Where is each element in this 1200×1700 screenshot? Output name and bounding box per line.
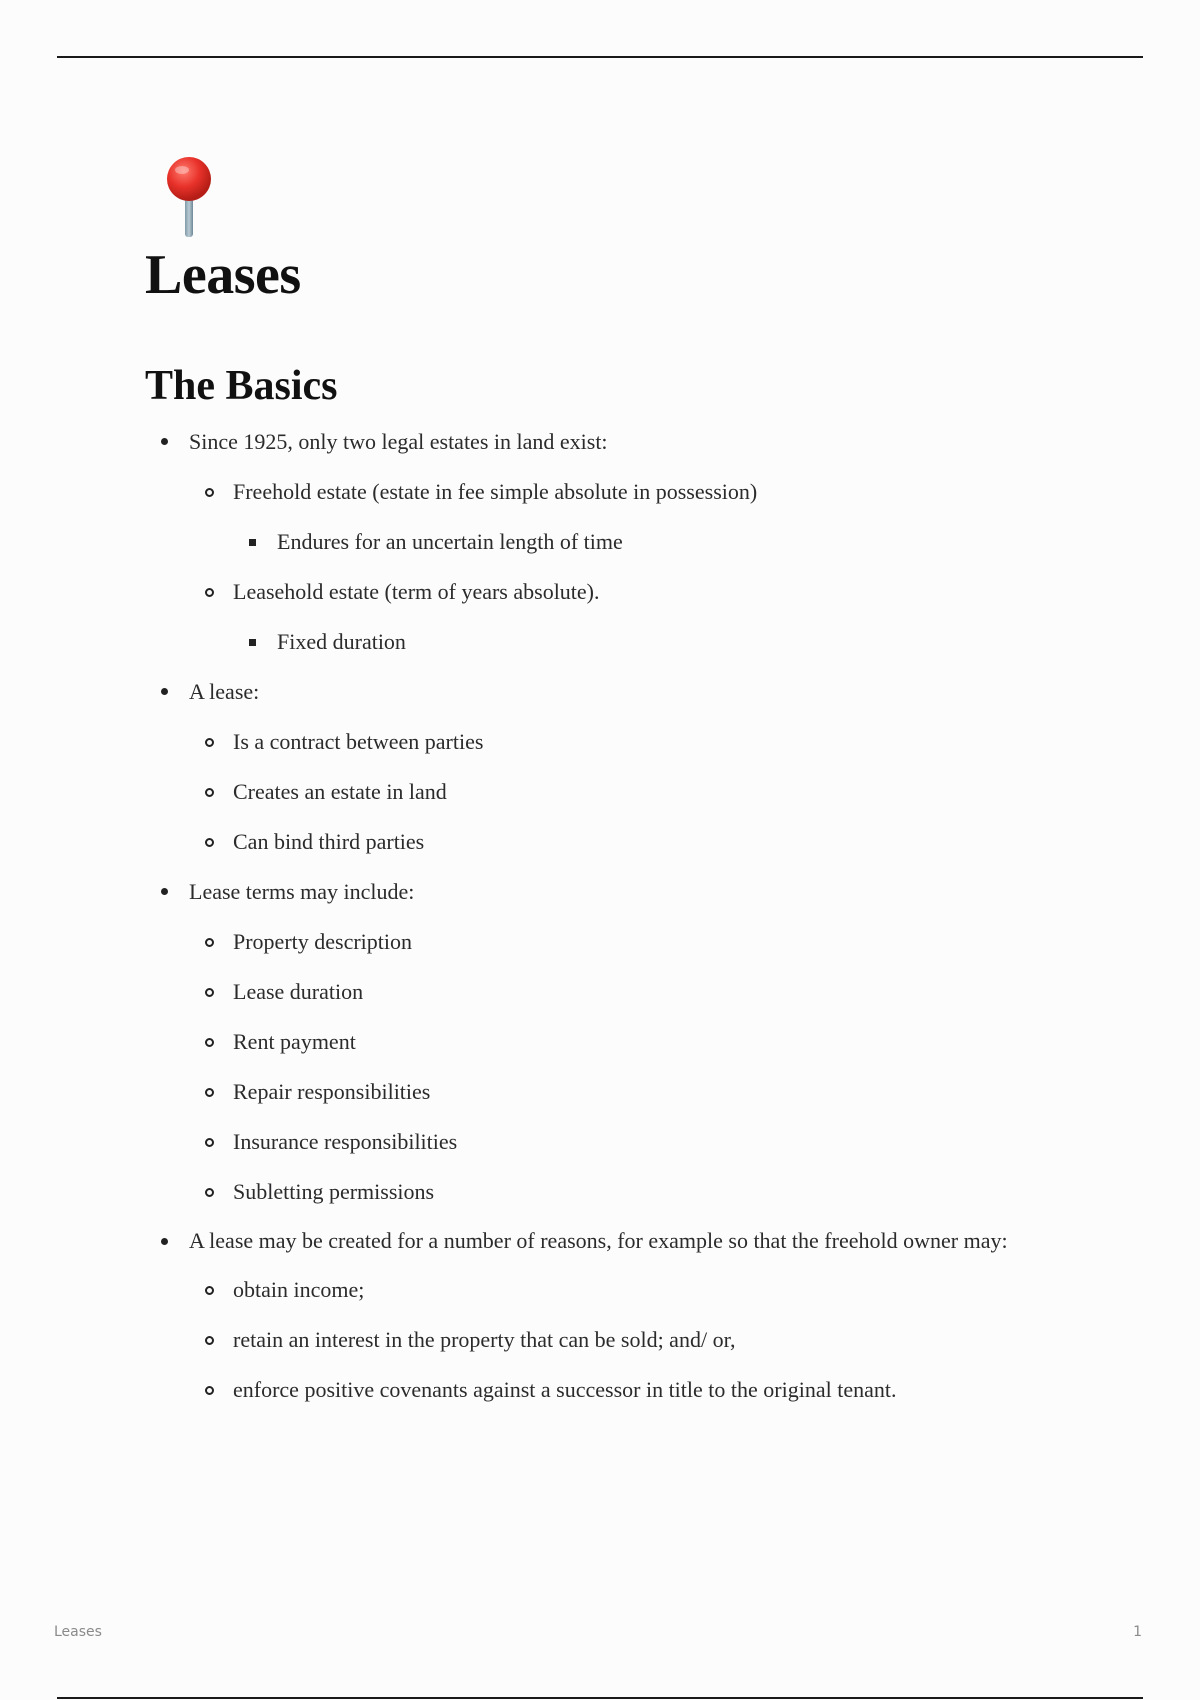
bullet-dot-icon	[161, 888, 168, 895]
list-item: Freehold estate (estate in fee simple absolute in possession) Endures for an uncertain length of time	[189, 473, 1045, 561]
list-item: Is a contract between parties	[189, 723, 1045, 761]
list-item: Since 1925, only two legal estates in land exist: Freehold estate (estate in fee simple absolute in possession) Endures for an uncertain length of time Leasehold estate (term of years absolute). Fixed duration	[145, 423, 1045, 661]
list-item: Repair responsibilities	[189, 1073, 1045, 1111]
list-item: Creates an estate in land	[189, 773, 1045, 811]
bullet-dot-icon	[161, 688, 168, 695]
list-item: Endures for an uncertain length of time	[233, 523, 1045, 561]
section-heading: The Basics	[145, 362, 338, 409]
bullet-circle-icon	[205, 1386, 214, 1395]
list-item: Subletting permissions	[189, 1173, 1045, 1211]
page-content	[145, 155, 1045, 1421]
bullet-dot-icon	[161, 1238, 168, 1245]
bullet-square-icon	[249, 639, 256, 646]
list-item: Fixed duration	[233, 623, 1045, 661]
bullet-circle-icon	[205, 1138, 214, 1147]
bullet-circle-icon	[205, 1088, 214, 1097]
bullet-dot-icon	[161, 438, 168, 445]
list-item: enforce positive covenants against a successor in title to the original tenant.	[189, 1371, 1045, 1409]
bullet-circle-icon	[205, 988, 214, 997]
bullet-circle-icon	[205, 838, 214, 847]
bottom-rule	[57, 1697, 1143, 1699]
bullet-circle-icon	[205, 588, 214, 597]
bullet-circle-icon	[205, 938, 214, 947]
list-item: A lease: Is a contract between parties Creates an estate in land Can bind third parties	[145, 673, 1045, 861]
bullet-circle-icon	[205, 1188, 214, 1197]
top-rule	[57, 56, 1143, 58]
bullet-circle-icon	[205, 788, 214, 797]
bullet-circle-icon	[205, 1336, 214, 1345]
list-item: obtain income;	[189, 1271, 1045, 1309]
list-item: Property description	[189, 923, 1045, 961]
bullet-circle-icon	[205, 1286, 214, 1295]
bullet-circle-icon	[205, 488, 214, 497]
list-item: Can bind third parties	[189, 823, 1045, 861]
footer-page-number: 1	[1133, 1624, 1142, 1640]
bullet-list	[145, 423, 1045, 1409]
list-item: Lease terms may include: Property description Lease duration Rent payment Repair responsibilities Insurance responsibilities Subletting permissions	[145, 873, 1045, 1211]
bullet-circle-icon	[205, 738, 214, 747]
pushpin-icon	[159, 155, 219, 241]
list-item: A lease may be created for a number of reasons, for example so that the freehold owner may: obtain income; retain an interest in the property that can be sold; and/ or, enforce positive covenants against a successor in title to the original tenant.	[145, 1223, 1045, 1409]
list-item: Leasehold estate (term of years absolute). Fixed duration	[189, 573, 1045, 661]
list-item: Rent payment	[189, 1023, 1045, 1061]
footer-document-title: Leases	[54, 1624, 102, 1640]
list-item: Insurance responsibilities	[189, 1123, 1045, 1161]
bullet-square-icon	[249, 539, 256, 546]
bullet-circle-icon	[205, 1038, 214, 1047]
list-item: retain an interest in the property that can be sold; and/ or,	[189, 1321, 1045, 1359]
page-title: Leases	[145, 244, 301, 306]
list-item: Lease duration	[189, 973, 1045, 1011]
